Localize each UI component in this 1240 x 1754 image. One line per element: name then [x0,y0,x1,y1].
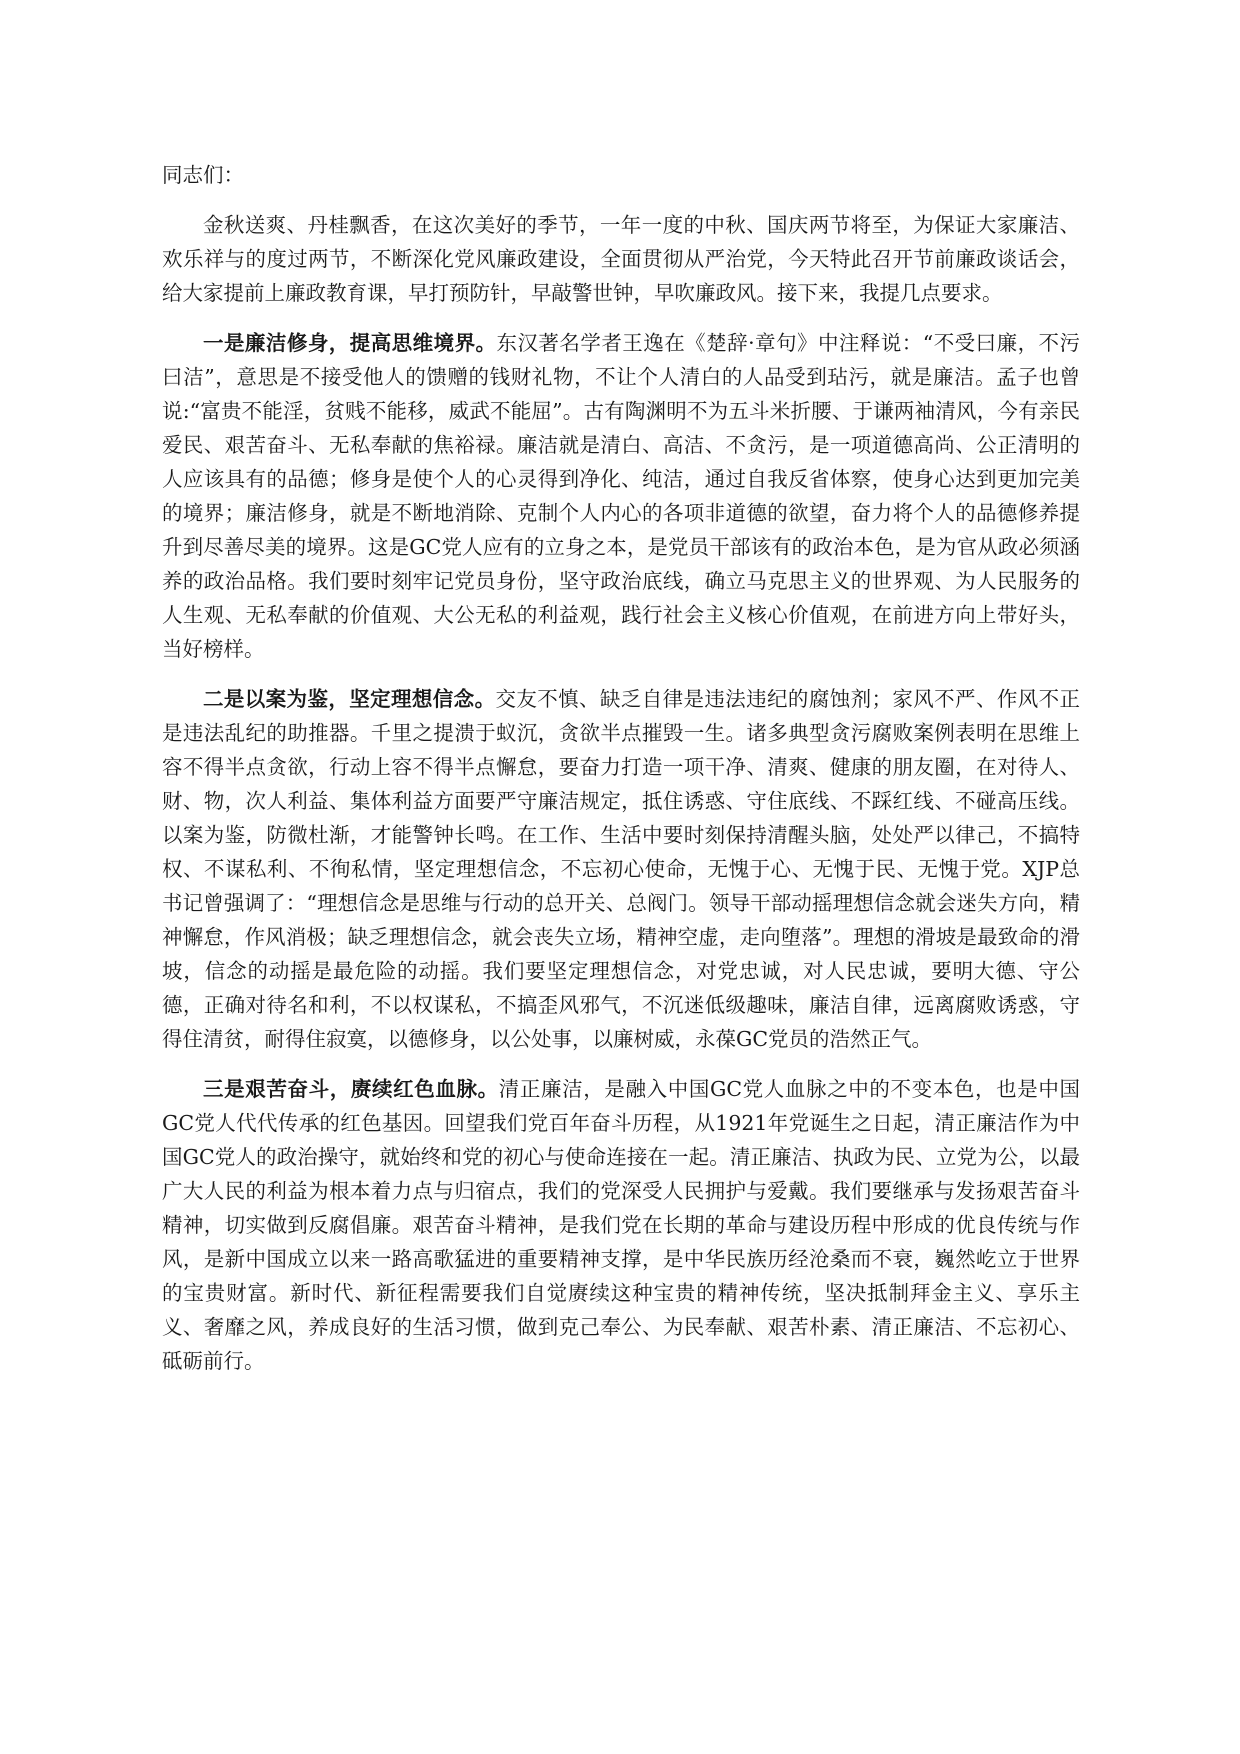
intro-paragraph: 金秋送爽、丹桂飘香，在这次美好的季节，一年一度的中秋、国庆两节将至，为保证大家廉洁、欢乐祥与的度过两节，不断深化党风廉政建设，全面贯彻从严治党，今天特此召开节前廉政谈话会，给大家提前上廉政教育课，早打预防针，早敲警世钟，早吹廉政风。接下来，我提几点要求。 [162,213,1080,305]
section-paragraph-1 [162,326,1080,666]
section-paragraph-3 [162,1072,1080,1378]
section-paragraph-2 [162,682,1080,1056]
section-heading-1: 一是廉洁修身，提高思维境界。 [203,331,497,355]
salutation: 同志们： [162,163,244,187]
document-page [162,158,1080,1394]
section-body-1: 东汉著名学者王逸在《楚辞·章句》中注释说：“不受曰廉，不污曰洁”，意思是不接受他人的馈赠的钱财礼物，不让个人清白的人品受到玷污，就是廉洁。孟子也曾说:“富贵不能淫，贫贱不能移，威武不能屈”。古有陶渊明不为五斗米折腰、于谦两袖清风，今有亲民爱民、艰苦奋斗、无私奉献的焦裕禄。廉洁就是清白、高洁、不贪污，是一项道德高尚、公正清明的人应该具有的品德；修身是使个人的心灵得到净化、纯洁，通过自我反省体察，使身心达到更加完美的境界；廉洁修身，就是不断地消除、克制个人内心的各项非道德的欲望，奋力将个人的品德修养提升到尽善尽美的境界。这是GC党人应有的立身之本，是党员干部该有的政治本色，是为官从政必须涵养的政治品格。我们要时刻牢记党员身份，坚守政治底线，确立马克思主义的世界观、为人民服务的人生观、无私奉献的价值观、大公无私的利益观，践行社会主义核心价值观，在前进方向上带好头，当好榜样。 [162,331,1080,661]
section-heading-3: 三是艰苦奋斗，赓续红色血脉。 [203,1077,499,1101]
section-body-3: 清正廉洁，是融入中国GC党人血脉之中的不变本色，也是中国GC党人代代传承的红色基因。回望我们党百年奋斗历程，从1921年党诞生之日起，清正廉洁作为中国GC党人的政治操守，就始终和党的初心与使命连接在一起。清正廉洁、执政为民、立党为公，以最广大人民的利益为根本着力点与归宿点，我们的党深受人民拥护与爱戴。我们要继承与发扬艰苦奋斗精神，切实做到反腐倡廉。艰苦奋斗精神，是我们党在长期的革命与建设历程中形成的优良传统与作风，是新中国成立以来一路高歌猛进的重要精神支撑，是中华民族历经沧桑而不衰，巍然屹立于世界的宝贵财富。新时代、新征程需要我们自觉赓续这种宝贵的精神传统，坚决抵制拜金主义、享乐主义、奢靡之风，养成良好的生活习惯，做到克己奉公、为民奉献、艰苦朴素、清正廉洁、不忘初心、砥砺前行。 [162,1077,1081,1373]
section-heading-2: 二是以案为鉴，坚定理想信念。 [203,687,496,711]
section-body-2: 交友不慎、缺乏自律是违法违纪的腐蚀剂；家风不严、作风不正是违法乱纪的助推器。千里之提溃于蚁沉，贪欲半点摧毁一生。诸多典型贪污腐败案例表明在思维上容不得半点贪欲，行动上容不得半点懈怠，要奋力打造一项干净、清爽、健康的朋友圈，在对待人、财、物，次人利益、集体利益方面要严守廉洁规定，抵住诱惑、守住底线、不踩红线、不碰高压线。以案为鉴，防微杜渐，才能警钟长鸣。在工作、生活中要时刻保持清醒头脑，处处严以律己，不搞特权、不谋私利、不徇私情，坚定理想信念，不忘初心使命，无愧于心、无愧于民、无愧于党。XJP总书记曾强调了：“理想信念是思维与行动的总开关、总阀门。领导干部动摇理想信念就会迷失方向，精神懈怠，作风消极；缺乏理想信念，就会丧失立场，精神空虚，走向堕落”。理想的滑坡是最致命的滑坡，信念的动摇是最危险的动摇。我们要坚定理想信念，对党忠诚，对人民忠诚，要明大德、守公德，正确对待名和利，不以权谋私，不搞歪风邪气，不沉迷低级趣味，廉洁自律，远离腐败诱惑，守得住清贫，耐得住寂寞，以德修身，以公处事，以廉树威，永葆GC党员的浩然正气。 [162,687,1081,1051]
